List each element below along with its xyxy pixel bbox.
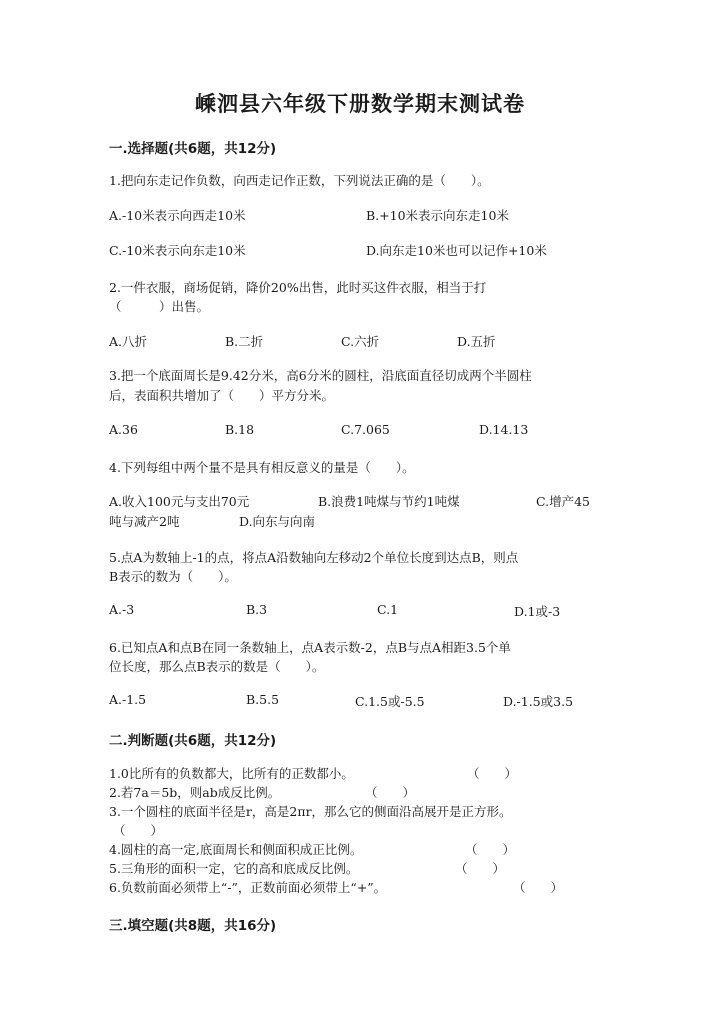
q3-option-d: D.14.13 [479,422,529,437]
judgment-4-text: 4.圆柱的高一定,底面周长和侧面积成正比例。 [109,842,363,857]
q4-option-d: D.向东与向南 [239,514,316,529]
q2-option-c: C.六折 [341,334,380,349]
q6-option-b: B.5.5 [246,692,280,707]
q5-option-c: C.1 [377,602,399,617]
question-5-text: 5.点A为数轴上-1的点，将点A沿数轴向左移动2个单位长度到达点B，则点 [109,550,519,565]
q5-option-d: D.1或-3 [514,604,561,619]
q1-option-c: C.-10米表示向东走10米 [109,243,246,258]
q2-option-d: D.五折 [457,334,496,349]
q3-option-b: B.18 [225,422,255,437]
q1-option-a: A.-10米表示向西走10米 [109,208,246,223]
judgment-5-text: 5.三角形的面积一定，它的高和底成反比例。 [109,861,359,876]
question-5-text-cont: B表示的数为（ ）。 [109,569,237,584]
judgment-2-blank: （ ） [365,785,416,800]
question-6-text: 6.已知点A和点B在同一条数轴上，点A表示数-2，点B与点A相距3.5个单 [109,640,511,655]
q6-option-d: D.-1.5或3.5 [503,694,574,709]
page-title: 嵊泗县六年级下册数学期末测试卷 [195,92,525,116]
q1-option-b: B.+10米表示向东走10米 [366,208,509,223]
judgment-6-text: 6.负数前面必须带上“-”，正数前面必须带上“+”。 [109,880,387,895]
section-heading-judgment: 二.判断题(共6题，共12分) [109,733,277,749]
judgment-5-blank: （ ） [455,861,506,876]
q6-option-a: A.-1.5 [109,692,147,707]
question-4-text: 4.下列每组中两个量不是具有相反意义的量是（ ）。 [109,460,415,475]
q4-option-b: B.浪费1吨煤与节约1吨煤 [318,494,460,509]
section-heading-choice: 一.选择题(共6题，共12分) [109,141,277,157]
q5-option-a: A.-3 [109,602,135,617]
q4-option-c: C.增产45 [536,494,590,509]
q3-option-c: C.7.065 [341,422,390,437]
question-2-text-cont: （ ）出售。 [109,299,210,314]
question-3-text-cont: 后，表面积共增加了（ ）平方分米。 [109,388,335,403]
judgment-2-text: 2.若7a＝5b，则ab成反比例。 [109,785,281,800]
q3-option-a: A.36 [109,422,138,437]
section-heading-fill-in: 三.填空题(共8题，共16分) [109,918,277,934]
q5-option-b: B.3 [246,602,268,617]
question-1-text: 1.把向东走记作负数，向西走记作正数，下列说法正确的是（ ）。 [109,173,490,188]
q2-option-b: B.二折 [225,334,264,349]
judgment-6-blank: （ ） [513,880,564,895]
judgment-1-text: 1.0比所有的负数都大，比所有的正数都小。 [109,766,354,781]
judgment-3-blank: （ ） [113,823,164,838]
question-6-text-cont: 位长度，那么点B表示的数是（ ）。 [109,659,325,674]
question-3-text: 3.把一个底面周长是9.42分米，高6分米的圆柱，沿底面直径切成两个半圆柱 [109,368,532,383]
q2-option-a: A.八折 [109,334,148,349]
judgment-1-blank: （ ） [467,766,518,781]
q1-option-d: D.向东走10米也可以记作+10米 [366,243,547,258]
judgment-4-blank: （ ） [465,842,516,857]
q4-option-a: A.收入100元与支出70元 [109,494,250,509]
judgment-3-text: 3.一个圆柱的底面半径是r，高是2πr，那么它的侧面沿高展开是正方形。 [109,804,512,819]
question-2-text: 2.一件衣服，商场促销，降价20%出售，此时买这件衣服，相当于打 [109,280,487,295]
q6-option-c: C.1.5或-5.5 [355,694,425,709]
q4-option-c-cont: 吨与减产2吨 [109,514,180,529]
